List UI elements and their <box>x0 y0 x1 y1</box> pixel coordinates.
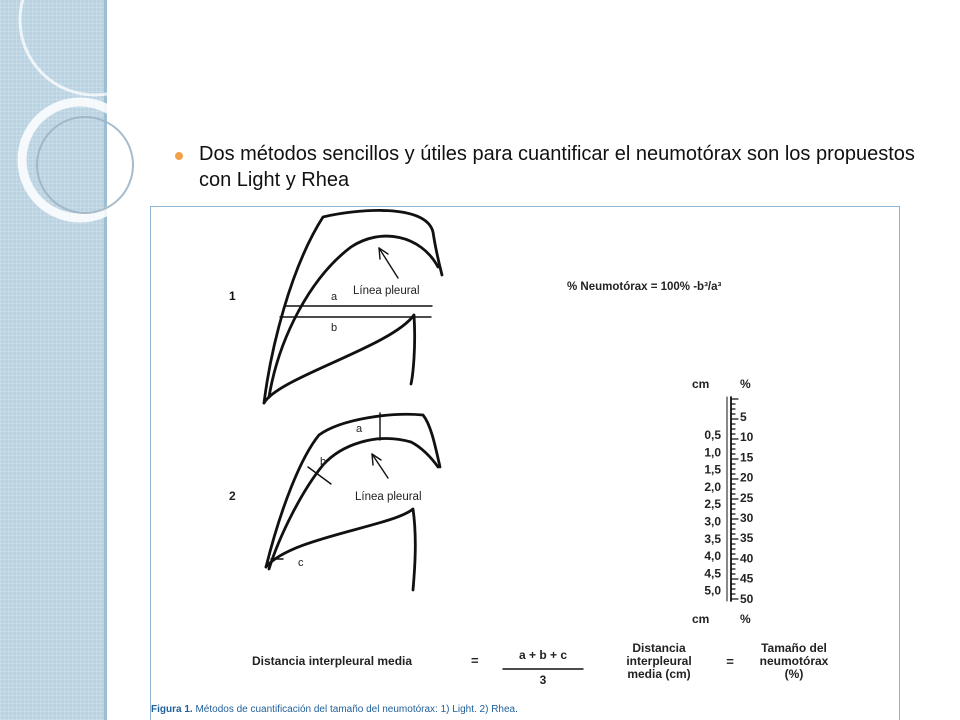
method2-label-a: a <box>356 423 363 435</box>
decorative-circles <box>0 0 160 260</box>
scale-pct-label: 50 <box>740 591 754 606</box>
method2-label-c: c <box>298 557 304 569</box>
formula-right-line3: (%) <box>784 667 804 681</box>
formula-right-line2: neumotórax <box>759 654 829 668</box>
method1-label-b: b <box>331 322 338 334</box>
scale-cm-label: 3,5 <box>704 531 721 546</box>
lung1-outer-base <box>264 315 415 403</box>
scale-pct-label: 25 <box>740 490 754 505</box>
scale-header-pct: % <box>740 377 751 391</box>
method1-label-a: a <box>331 291 338 303</box>
formula-label: Distancia interpleural media <box>252 654 413 668</box>
scale-header-cm: cm <box>692 377 710 391</box>
scale-cm-label: 2,0 <box>704 479 721 494</box>
scale-pct-label: 20 <box>740 470 754 485</box>
formula-equals2: = <box>726 654 734 669</box>
scale-pct-label: 10 <box>740 430 754 445</box>
lung1-outer-outline <box>264 210 442 403</box>
scale-pct-label: 45 <box>740 571 754 586</box>
formula-denominator: 3 <box>539 673 547 687</box>
scale-cm-label: 3,0 <box>704 514 721 529</box>
scale-cm-label: 0,5 <box>704 428 721 442</box>
method2-number: 2 <box>229 489 236 503</box>
figure-caption <box>151 704 518 715</box>
scale-cm-label: 1,0 <box>704 445 721 460</box>
method2-pleural-label: Línea pleural <box>355 491 422 503</box>
bullet-icon <box>175 152 183 160</box>
method1-formula: % Neumotórax = 100% -b³/a³ <box>567 281 722 293</box>
scale-pct-label: 15 <box>740 450 754 465</box>
deco-circle-inner <box>37 117 133 213</box>
scale-cm-label: 5,0 <box>704 583 721 598</box>
scale-footer-cm: cm <box>692 612 710 626</box>
caption-bold: Figura 1. <box>151 704 193 715</box>
pneumothorax-figure <box>150 206 900 720</box>
formula-right-line1: Tamaño del <box>761 641 827 655</box>
formula-numerator: a + b + c <box>518 648 568 662</box>
deco-circle-large <box>22 102 138 218</box>
scale-cm-label: 2,5 <box>704 497 721 512</box>
lung1-arrow-shaft <box>379 248 398 278</box>
scale-pct-labels <box>740 410 754 606</box>
formula-middle-line3: media (cm) <box>627 667 691 681</box>
scale-pct-label: 5 <box>740 410 747 424</box>
formula-middle-line2: interpleural <box>626 654 692 668</box>
scale-cm-label: 4,5 <box>704 566 721 581</box>
scale-pct-label: 35 <box>740 531 754 546</box>
method2-label-b: b <box>320 456 327 468</box>
method1-number: 1 <box>229 289 236 303</box>
scale-pct-label: 30 <box>740 511 754 525</box>
scale-footer-pct: % <box>740 612 751 626</box>
formula-middle-line1: Distancia <box>632 641 686 655</box>
scale-pct-label: 40 <box>740 551 754 566</box>
lung2-arrow-shaft <box>372 454 388 478</box>
formula-equals: = <box>471 653 479 668</box>
method1-pleural-label: Línea pleural <box>353 285 420 297</box>
scale-ticks <box>731 399 738 599</box>
scale-cm-label: 1,5 <box>704 462 721 477</box>
scale-cm-label: 4,0 <box>704 549 721 564</box>
caption-text: Métodos de cuantificación del tamaño del neumotórax: 1) Light. 2) Rhea. <box>192 704 518 715</box>
figure-drawing <box>151 207 900 720</box>
lung1-arrow-head <box>379 248 388 259</box>
scale-cm-labels <box>704 428 721 598</box>
bullet-text: Dos métodos sencillos y útiles para cuantificar el neumotórax son los propuestos con Light y Rhea <box>199 143 915 191</box>
deco-circle-top <box>20 0 160 95</box>
